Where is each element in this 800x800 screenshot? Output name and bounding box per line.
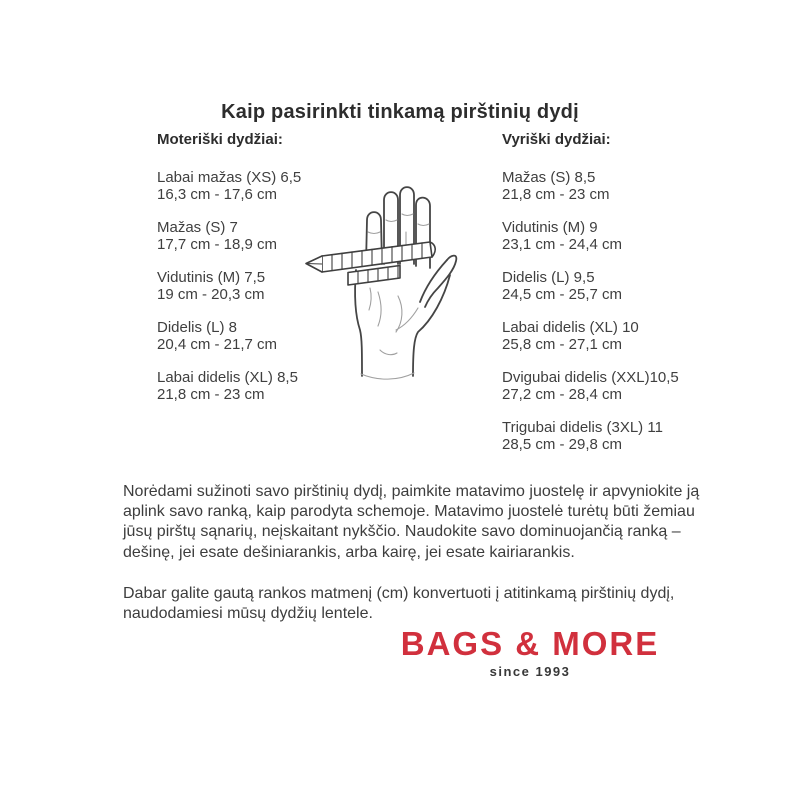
brand-name: BAGS & MORE [400,625,660,662]
size-item [502,269,717,304]
page-title: Kaip pasirinkti tinkamą pirštinių dydį [221,101,579,124]
size-label: Vidutinis (M) 9 [502,218,598,236]
size-label: Dvigubai didelis (XXL)10,5 [502,368,679,386]
instructions-section [123,482,701,645]
brand-tagline: since 1993 [489,664,571,679]
hand-measuring-tape-illustration [300,180,475,390]
size-item [502,319,717,354]
size-label: Vidutinis (M) 7,5 [157,268,266,286]
size-range: 21,8 cm - 23 cm [502,186,610,203]
women-sizes-heading: Moteriški dydžiai: [157,131,283,148]
size-label: Labai mažas (XS) 6,5 [157,168,302,186]
men-sizes-heading: Vyriški dydžiai: [502,131,611,148]
size-item [502,419,717,454]
size-item [502,169,717,204]
size-label: Mažas (S) 7 [157,218,238,236]
men-sizes-column [502,131,717,469]
brand-logo [398,626,662,679]
conversion-instructions: Dabar galite gautą rankos matmenį (cm) konvertuoti į atitinkamą pirštinių dydį, naudodamiesi mūsų dydžių lentele. [123,584,675,623]
size-range: 16,3 cm - 17,6 cm [157,186,278,203]
size-range: 23,1 cm - 24,4 cm [502,236,623,253]
size-item [502,219,717,254]
size-range: 28,5 cm - 29,8 cm [502,436,623,453]
size-label: Labai didelis (XL) 8,5 [157,368,298,386]
size-item [502,369,717,404]
size-range: 21,8 cm - 23 cm [157,386,265,403]
size-label: Labai didelis (XL) 10 [502,318,639,336]
measurement-instructions: Norėdami sužinoti savo pirštinių dydį, paimkite matavimo juostelę ir apvyniokite ją aplink savo ranką, kaip parodyta schemoje. Matavimo juostelė turėtų būti žemiau jūsų pirštų sąnarių, neįskaitant nykščio. Naudokite savo dominuojančią ranką – dešinę, jei esate dešiniarankis, arba kairę, jei esate kairiarankis. [123,483,700,561]
size-range: 25,8 cm - 27,1 cm [502,336,623,353]
size-range: 24,5 cm - 25,7 cm [502,286,623,303]
size-label: Mažas (S) 8,5 [502,168,596,186]
size-range: 17,7 cm - 18,9 cm [157,236,278,253]
size-range: 20,4 cm - 21,7 cm [157,336,278,353]
hand-measuring-tape-icon [300,180,475,390]
size-range: 27,2 cm - 28,4 cm [502,386,623,403]
size-range: 19 cm - 20,3 cm [157,286,265,303]
size-label: Trigubai didelis (3XL) 11 [502,418,663,436]
size-label: Didelis (L) 9,5 [502,268,595,286]
size-label: Didelis (L) 8 [157,318,238,336]
